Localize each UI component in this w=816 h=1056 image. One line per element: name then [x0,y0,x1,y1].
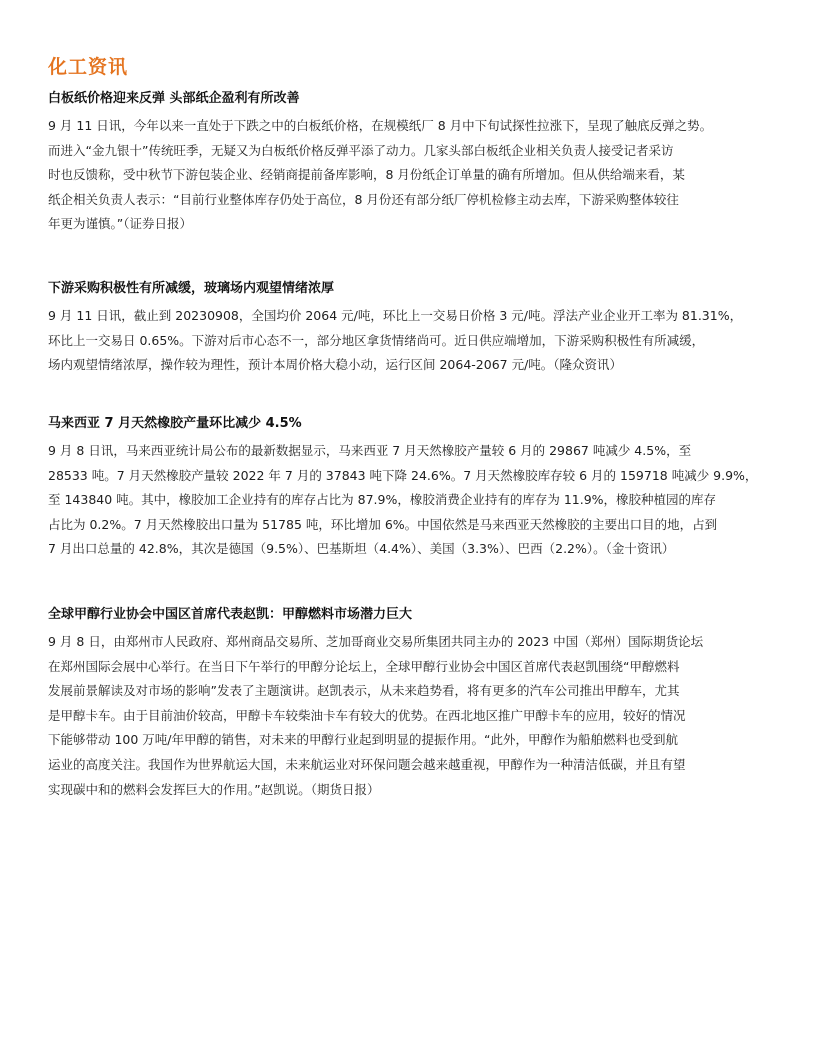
body-line: 运业的高度关注。我国作为世界航运大国，未来航运业对环保问题会越来越重视，甲醇作为一种清洁低碳，并且有望 [48,756,686,772]
body-line: 9 月 11 日讯，今年以来一直处于下跌之中的白板纸价格，在规模纸厂 8 月中下旬试探性拉涨下，呈现了触底反弹之势。 [48,118,713,133]
body-line: 而进入“金九银十”传统旺季，无疑又为白板纸价格反弹平添了动力。几家头部白板纸企业相关负责人接受记者采访 [48,142,674,158]
body-line: 下能够带动 100 万吨/年甲醇的销售，对未来的甲醇行业起到明显的提振作用。“此外，甲醇作为船舶燃料也受到航 [48,732,678,748]
body-line: 环比上一交易日 0.65%。下游对后市心态不一，部分地区拿货情绪尚可。近日供应端增加，下游采购积极性有所减缓， [48,332,705,348]
body-line: 9 月 8 日讯，马来西亚统计局公布的最新数据显示，马来西亚 7 月天然橡胶产量较 6 月的 29867 吨减少 4.5%，至 [48,443,692,458]
news-article [48,88,780,237]
article-body [48,304,780,378]
article-body [48,114,780,237]
body-line: 时也反馈称，受中秋节下游包装企业、经销商提前备库影响，8 月份纸企订单量的确有所增加。但从供给端来看，某 [48,167,685,183]
body-line: 纸企相关负责人表示：“目前行业整体库存仍处于高位，8 月份还有部分纸厂停机检修主动去库，下游采购整体较往 [48,191,679,207]
article-headline: 马来西亚 7 月天然橡胶产量环比减少 4.5% [48,416,302,431]
body-line: 9 月 11 日讯，截止到 20230908，全国均价 2064 元/吨，环比上一交易日价格 3 元/吨。浮法产业企业开工率为 81.31%， [48,308,743,323]
body-line: 实现碳中和的燃料会发挥巨大的作用。”赵凯说。（期货日报） [48,781,380,797]
section-title: 化工资讯 [48,56,129,78]
article-body [48,439,780,562]
article-body [48,630,780,802]
news-article [48,413,780,562]
body-line: 28533 吨。7 月天然橡胶产量较 2022 年 7 月的 37843 吨下降 24.6%。7 月天然橡胶库存较 6 月的 159718 吨减少 9.9%， [48,467,758,483]
body-line: 是甲醇卡车。由于目前油价较高，甲醇卡车较柴油卡车有较大的优势。在西北地区推广甲醇卡车的应用，较好的情况 [48,707,686,723]
news-article [48,604,780,802]
article-headline: 白板纸价格迎来反弹 头部纸企盈利有所改善 [48,91,300,106]
body-line: 9 月 8 日，由郑州市人民政府、郑州商品交易所、芝加哥商业交易所集团共同主办的 2023 中国（郑州）国际期货论坛 [48,634,704,649]
article-headline: 下游采购积极性有所减缓，玻璃场内观望情绪浓厚 [48,281,335,296]
article-headline: 全球甲醇行业协会中国区首席代表赵凯：甲醇燃料市场潜力巨大 [48,607,413,622]
body-line: 在郑州国际会展中心举行。在当日下午举行的甲醇分论坛上，全球甲醇行业协会中国区首席代表赵凯围绕“甲醇燃料 [48,658,680,674]
news-article [48,278,780,378]
body-line: 7 月出口总量的 42.8%，其次是德国（9.5%）、巴基斯坦（4.4%）、美国（3.3%）、巴西（2.2%）。（金十资讯） [48,541,675,557]
body-line: 至 143840 吨。其中，橡胶加工企业持有的库存占比为 87.9%，橡胶消费企业持有的库存为 11.9%，橡胶种植园的库存 [48,492,717,508]
body-line: 占比为 0.2%。7 月天然橡胶出口量为 51785 吨，环比增加 6%。中国依然是马来西亚天然橡胶的主要出口目的地，占到 [48,516,718,532]
body-line: 场内观望情绪浓厚，操作较为理性，预计本周价格大稳小动，运行区间 2064-2067 元/吨。（隆众资讯） [48,357,623,373]
body-line: 发展前景解读及对市场的影响”发表了主题演讲。赵凯表示，从未来趋势看，将有更多的汽车公司推出甲醇车，尤其 [48,683,680,699]
body-line: 年更为谨慎。”（证券日报） [48,216,192,232]
